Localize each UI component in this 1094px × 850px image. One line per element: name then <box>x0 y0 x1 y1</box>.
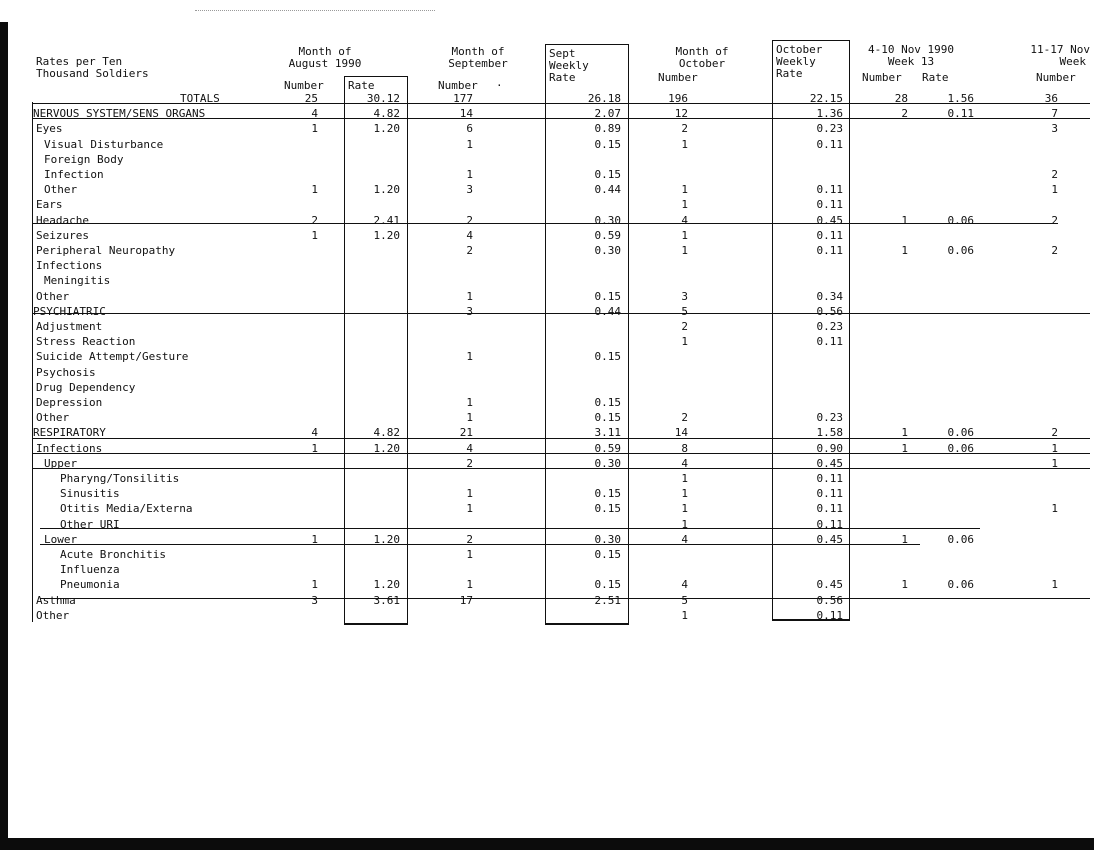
cell-sep-n: 1 <box>466 578 473 592</box>
cell-sep-n: 1 <box>466 502 473 516</box>
oct-header-1: Month of <box>675 45 729 58</box>
row-label: Other <box>36 608 70 622</box>
cell-sep-r: 0.15 <box>594 578 621 592</box>
cell-aug-n: 1 <box>311 183 318 197</box>
scan-edge-bottom <box>0 838 1094 850</box>
cell-sep-r: 0.89 <box>594 122 621 136</box>
cell-sep-r: 0.15 <box>594 396 621 409</box>
row-label: Seizures <box>36 228 89 242</box>
cell-aug-n: 1 <box>311 578 318 592</box>
cell-sep-n: 17 <box>459 593 473 607</box>
row-label: NERVOUS SYSTEM/SENS ORGANS <box>33 107 206 121</box>
sep-number-label: Number <box>438 79 478 92</box>
cell-sep-r: 0.30 <box>594 532 621 546</box>
cell-sep-n: 2 <box>466 456 473 470</box>
cell-oct-n: 2 <box>681 122 688 136</box>
table-rule <box>32 468 1090 469</box>
cell-oct-r: 0.11 <box>816 198 843 212</box>
cell-oct-r: 22.15 <box>809 92 843 105</box>
cell-nov2-n: 2 <box>1051 213 1058 227</box>
row-label: Suicide Attempt/Gesture <box>36 350 189 364</box>
cell-sep-n: 4 <box>466 441 473 455</box>
row-label: Infection <box>44 168 104 181</box>
cell-oct-n: 1 <box>681 502 688 516</box>
cell-sep-r: 0.15 <box>594 137 621 151</box>
cell-aug-n: 25 <box>304 92 318 105</box>
cell-sep-n: 1 <box>466 548 473 561</box>
row-label: Infections <box>36 259 103 273</box>
cell-sep-n: 3 <box>466 183 473 197</box>
cell-oct-n: 4 <box>681 578 688 592</box>
cell-nov1-n: 1 <box>901 441 908 455</box>
row-label: Eyes <box>36 122 63 136</box>
row-label: Meningitis <box>44 274 111 288</box>
cell-oct-n: 5 <box>681 304 688 318</box>
nov2-header-2: Week <box>1059 55 1086 68</box>
sept-rate-header-1: Sept <box>549 47 576 60</box>
cell-aug-n: 1 <box>311 228 318 242</box>
cell-aug-r: 1.20 <box>373 183 400 197</box>
cell-aug-r: 3.61 <box>373 593 400 607</box>
cell-oct-n: 3 <box>681 289 688 303</box>
cell-sep-r: 0.59 <box>594 228 621 242</box>
cell-aug-n: 1 <box>311 122 318 136</box>
cell-sep-n: 21 <box>459 426 473 440</box>
cell-oct-n: 5 <box>681 593 688 607</box>
row-label: Sinusitis <box>60 487 120 501</box>
cell-oct-n: 1 <box>681 244 688 257</box>
row-label: Other <box>44 183 78 197</box>
cell-oct-r: 0.45 <box>816 532 843 546</box>
cell-oct-r: 0.23 <box>816 320 843 333</box>
cell-aug-r: 1.20 <box>373 441 400 455</box>
cell-nov2-n: 2 <box>1051 168 1058 181</box>
row-label: Asthma <box>36 593 76 607</box>
cell-nov1-n: 28 <box>894 92 908 105</box>
cell-oct-r: 0.11 <box>816 335 843 349</box>
cell-sep-n: 177 <box>453 92 473 105</box>
cell-sep-r: 0.15 <box>594 411 621 425</box>
cell-sep-n: 1 <box>466 350 473 364</box>
cell-oct-n: 1 <box>681 228 688 242</box>
table-rule <box>32 438 1090 439</box>
aug-number-label: Number <box>284 79 324 92</box>
row-label: Pharyng/Tonsilitis <box>60 472 180 485</box>
cell-sep-n: 1 <box>466 487 473 501</box>
row-label: Other URI <box>60 517 120 531</box>
aug-header-1: Month of <box>298 45 352 58</box>
cell-nov2-n: 2 <box>1051 244 1058 257</box>
aug-rate-label: Rate <box>348 79 375 92</box>
aug-header-2: August 1990 <box>288 57 362 70</box>
row-label: Depression <box>36 396 103 409</box>
cell-sep-r: 3.11 <box>594 426 621 440</box>
scan-artifact <box>195 10 435 12</box>
scan-edge-left <box>0 22 8 850</box>
cell-sep-n: 1 <box>466 289 473 303</box>
table-rule <box>32 223 1058 224</box>
row-label: Lower <box>44 532 78 546</box>
cell-aug-n: 2 <box>311 213 318 227</box>
cell-sep-r: 0.15 <box>594 168 621 181</box>
cell-oct-r: 0.56 <box>816 593 843 607</box>
cell-sep-n: 4 <box>466 228 473 242</box>
cell-nov1-n: 2 <box>901 107 908 121</box>
cell-oct-r: 1.58 <box>816 426 843 440</box>
cell-nov2-n: 1 <box>1051 578 1058 592</box>
cell-oct-n: 14 <box>674 426 688 440</box>
table-rule <box>40 598 1090 599</box>
cell-sep-r: 0.15 <box>594 487 621 501</box>
cell-oct-r: 0.11 <box>816 137 843 151</box>
row-label: Headache <box>36 213 89 227</box>
cell-oct-r: 0.34 <box>816 289 843 303</box>
cell-oct-r: 0.90 <box>816 441 843 455</box>
cell-aug-n: 1 <box>311 441 318 455</box>
cell-nov1-n: 1 <box>901 244 908 257</box>
cell-oct-r: 0.23 <box>816 411 843 425</box>
cell-sep-r: 2.51 <box>594 593 621 607</box>
row-label: TOTALS <box>180 92 220 105</box>
nov1-header-1: 4-10 Nov 1990 <box>867 43 955 56</box>
row-label: Ears <box>36 198 63 212</box>
row-label: Upper <box>44 456 78 470</box>
cell-nov1-r: 0.06 <box>947 578 974 592</box>
cell-sep-r: 0.30 <box>594 213 621 227</box>
cell-nov1-r: 0.06 <box>947 441 974 455</box>
title-line-2: Thousand Soldiers <box>36 67 149 80</box>
cell-nov1-n: 1 <box>901 426 908 440</box>
cell-aug-n: 4 <box>311 426 318 440</box>
row-label: Acute Bronchitis <box>60 548 166 561</box>
cell-oct-n: 1 <box>681 487 688 501</box>
row-label: Foreign Body <box>44 152 124 166</box>
cell-oct-n: 4 <box>681 213 688 227</box>
sep-dot: · <box>496 79 503 92</box>
row-label: Visual Disturbance <box>44 137 164 151</box>
cell-oct-r: 0.45 <box>816 578 843 592</box>
row-label: Other <box>36 411 70 425</box>
cell-oct-r: 0.45 <box>816 456 843 470</box>
cell-oct-n: 12 <box>674 107 688 121</box>
cell-oct-r: 0.11 <box>816 228 843 242</box>
cell-sep-r: 0.30 <box>594 244 621 257</box>
cell-sep-r: 26.18 <box>587 92 621 105</box>
cell-oct-n: 196 <box>668 92 688 105</box>
table-rule <box>32 313 1090 314</box>
cell-aug-r: 1.20 <box>373 578 400 592</box>
cell-oct-r: 1.36 <box>816 107 843 121</box>
row-label: Psychosis <box>36 365 96 379</box>
cell-oct-r: 0.23 <box>816 122 843 136</box>
cell-aug-r: 4.82 <box>373 107 400 121</box>
cell-nov1-n: 1 <box>901 578 908 592</box>
nov1-header-2: Week 13 <box>887 55 935 68</box>
row-label: Otitis Media/Externa <box>60 502 193 516</box>
cell-nov1-r: 0.11 <box>947 107 974 121</box>
cell-nov2-n: 1 <box>1051 183 1058 197</box>
cell-oct-n: 1 <box>681 183 688 197</box>
cell-sep-n: 1 <box>466 411 473 425</box>
row-label: Influenza <box>60 563 120 577</box>
cell-aug-n: 1 <box>311 532 318 546</box>
cell-oct-r: 0.56 <box>816 304 843 318</box>
cell-oct-n: 1 <box>681 198 688 212</box>
cell-nov1-n: 1 <box>901 213 908 227</box>
row-label: Pneumonia <box>60 578 120 592</box>
cell-oct-r: 0.11 <box>816 183 843 197</box>
cell-sep-r: 0.15 <box>594 502 621 516</box>
cell-nov2-n: 7 <box>1051 107 1058 121</box>
cell-oct-n: 1 <box>681 472 688 485</box>
oct-rate-header-1: October <box>776 43 823 56</box>
cell-nov1-r: 0.06 <box>947 213 974 227</box>
cell-oct-r: 0.11 <box>816 502 843 516</box>
nov2-number-label: Number <box>1036 71 1076 84</box>
cell-sep-r: 0.44 <box>594 183 621 197</box>
cell-oct-r: 0.11 <box>816 472 843 485</box>
cell-oct-r: 0.11 <box>816 244 843 257</box>
cell-oct-n: 2 <box>681 411 688 425</box>
cell-sep-n: 14 <box>459 107 473 121</box>
nov2-header-1: 11-17 Nov <box>1030 43 1090 56</box>
cell-nov1-r: 1.56 <box>947 92 974 105</box>
cell-sep-n: 1 <box>466 137 473 151</box>
cell-nov2-n: 1 <box>1051 456 1058 470</box>
sep-header-1: Month of <box>451 45 505 58</box>
cell-oct-n: 4 <box>681 532 688 546</box>
cell-oct-n: 1 <box>681 335 688 349</box>
cell-oct-r: 0.11 <box>816 517 843 531</box>
table-rule <box>40 528 980 529</box>
cell-nov1-r: 0.06 <box>947 532 974 546</box>
row-label: Peripheral Neuropathy <box>36 244 176 257</box>
row-label: RESPIRATORY <box>33 426 106 440</box>
cell-sep-r: 0.30 <box>594 456 621 470</box>
cell-aug-r: 1.20 <box>373 122 400 136</box>
title-line-1: Rates per Ten <box>36 55 123 68</box>
cell-sep-n: 2 <box>466 532 473 546</box>
table-left-border <box>32 102 33 622</box>
table-rule <box>32 103 1090 104</box>
cell-sep-n: 2 <box>466 213 473 227</box>
oct-header-2: October <box>678 57 726 70</box>
cell-sep-r: 0.44 <box>594 304 621 318</box>
cell-aug-r: 1.20 <box>373 532 400 546</box>
cell-sep-n: 2 <box>466 244 473 257</box>
cell-sep-n: 3 <box>466 304 473 318</box>
cell-aug-n: 3 <box>311 593 318 607</box>
cell-sep-r: 0.15 <box>594 548 621 561</box>
cell-oct-n: 1 <box>681 608 688 622</box>
cell-sep-n: 1 <box>466 168 473 181</box>
nov1-number-label: Number <box>862 71 902 84</box>
cell-sep-r: 0.15 <box>594 289 621 303</box>
cell-nov2-n: 1 <box>1051 502 1058 516</box>
cell-aug-r: 30.12 <box>366 92 400 105</box>
cell-nov1-r: 0.06 <box>947 244 974 257</box>
cell-nov2-n: 3 <box>1051 122 1058 136</box>
table-rule <box>40 544 920 545</box>
cell-nov1-r: 0.06 <box>947 426 974 440</box>
row-label: Drug Dependency <box>36 380 136 394</box>
oct-rate-header-3: Rate <box>776 67 803 80</box>
cell-oct-n: 8 <box>681 441 688 455</box>
cell-nov2-n: 2 <box>1051 426 1058 440</box>
oct-rate-header-2: Weekly <box>776 55 816 68</box>
row-label: PSYCHIATRIC <box>33 304 106 318</box>
cell-nov1-n: 1 <box>901 532 908 546</box>
row-label: Stress Reaction <box>36 335 136 349</box>
cell-aug-r: 2.41 <box>373 213 400 227</box>
cell-sep-r: 0.59 <box>594 441 621 455</box>
cell-oct-r: 0.45 <box>816 213 843 227</box>
cell-nov2-n: 36 <box>1044 92 1058 105</box>
cell-aug-r: 4.82 <box>373 426 400 440</box>
sep-header-2: September <box>448 57 508 70</box>
row-label: Adjustment <box>36 320 103 333</box>
cell-oct-r: 0.11 <box>816 608 843 622</box>
cell-sep-r: 0.15 <box>594 350 621 364</box>
cell-oct-n: 4 <box>681 456 688 470</box>
cell-oct-n: 1 <box>681 517 688 531</box>
cell-nov2-n: 1 <box>1051 441 1058 455</box>
cell-aug-r: 1.20 <box>373 228 400 242</box>
cell-oct-r: 0.11 <box>816 487 843 501</box>
oct-number-label: Number <box>658 71 698 84</box>
cell-oct-n: 1 <box>681 137 688 151</box>
nov1-rate-label: Rate <box>922 71 949 84</box>
row-label: Other <box>36 289 70 303</box>
table-rule <box>32 453 1090 454</box>
sept-rate-header-3: Rate <box>549 71 576 84</box>
cell-sep-n: 1 <box>466 396 473 409</box>
cell-sep-r: 2.07 <box>594 107 621 121</box>
row-label: Infections <box>36 441 103 455</box>
cell-sep-n: 6 <box>466 122 473 136</box>
table-rule <box>32 118 1090 119</box>
sept-rate-header-2: Weekly <box>549 59 589 72</box>
cell-aug-n: 4 <box>311 107 318 121</box>
cell-oct-n: 2 <box>681 320 688 333</box>
